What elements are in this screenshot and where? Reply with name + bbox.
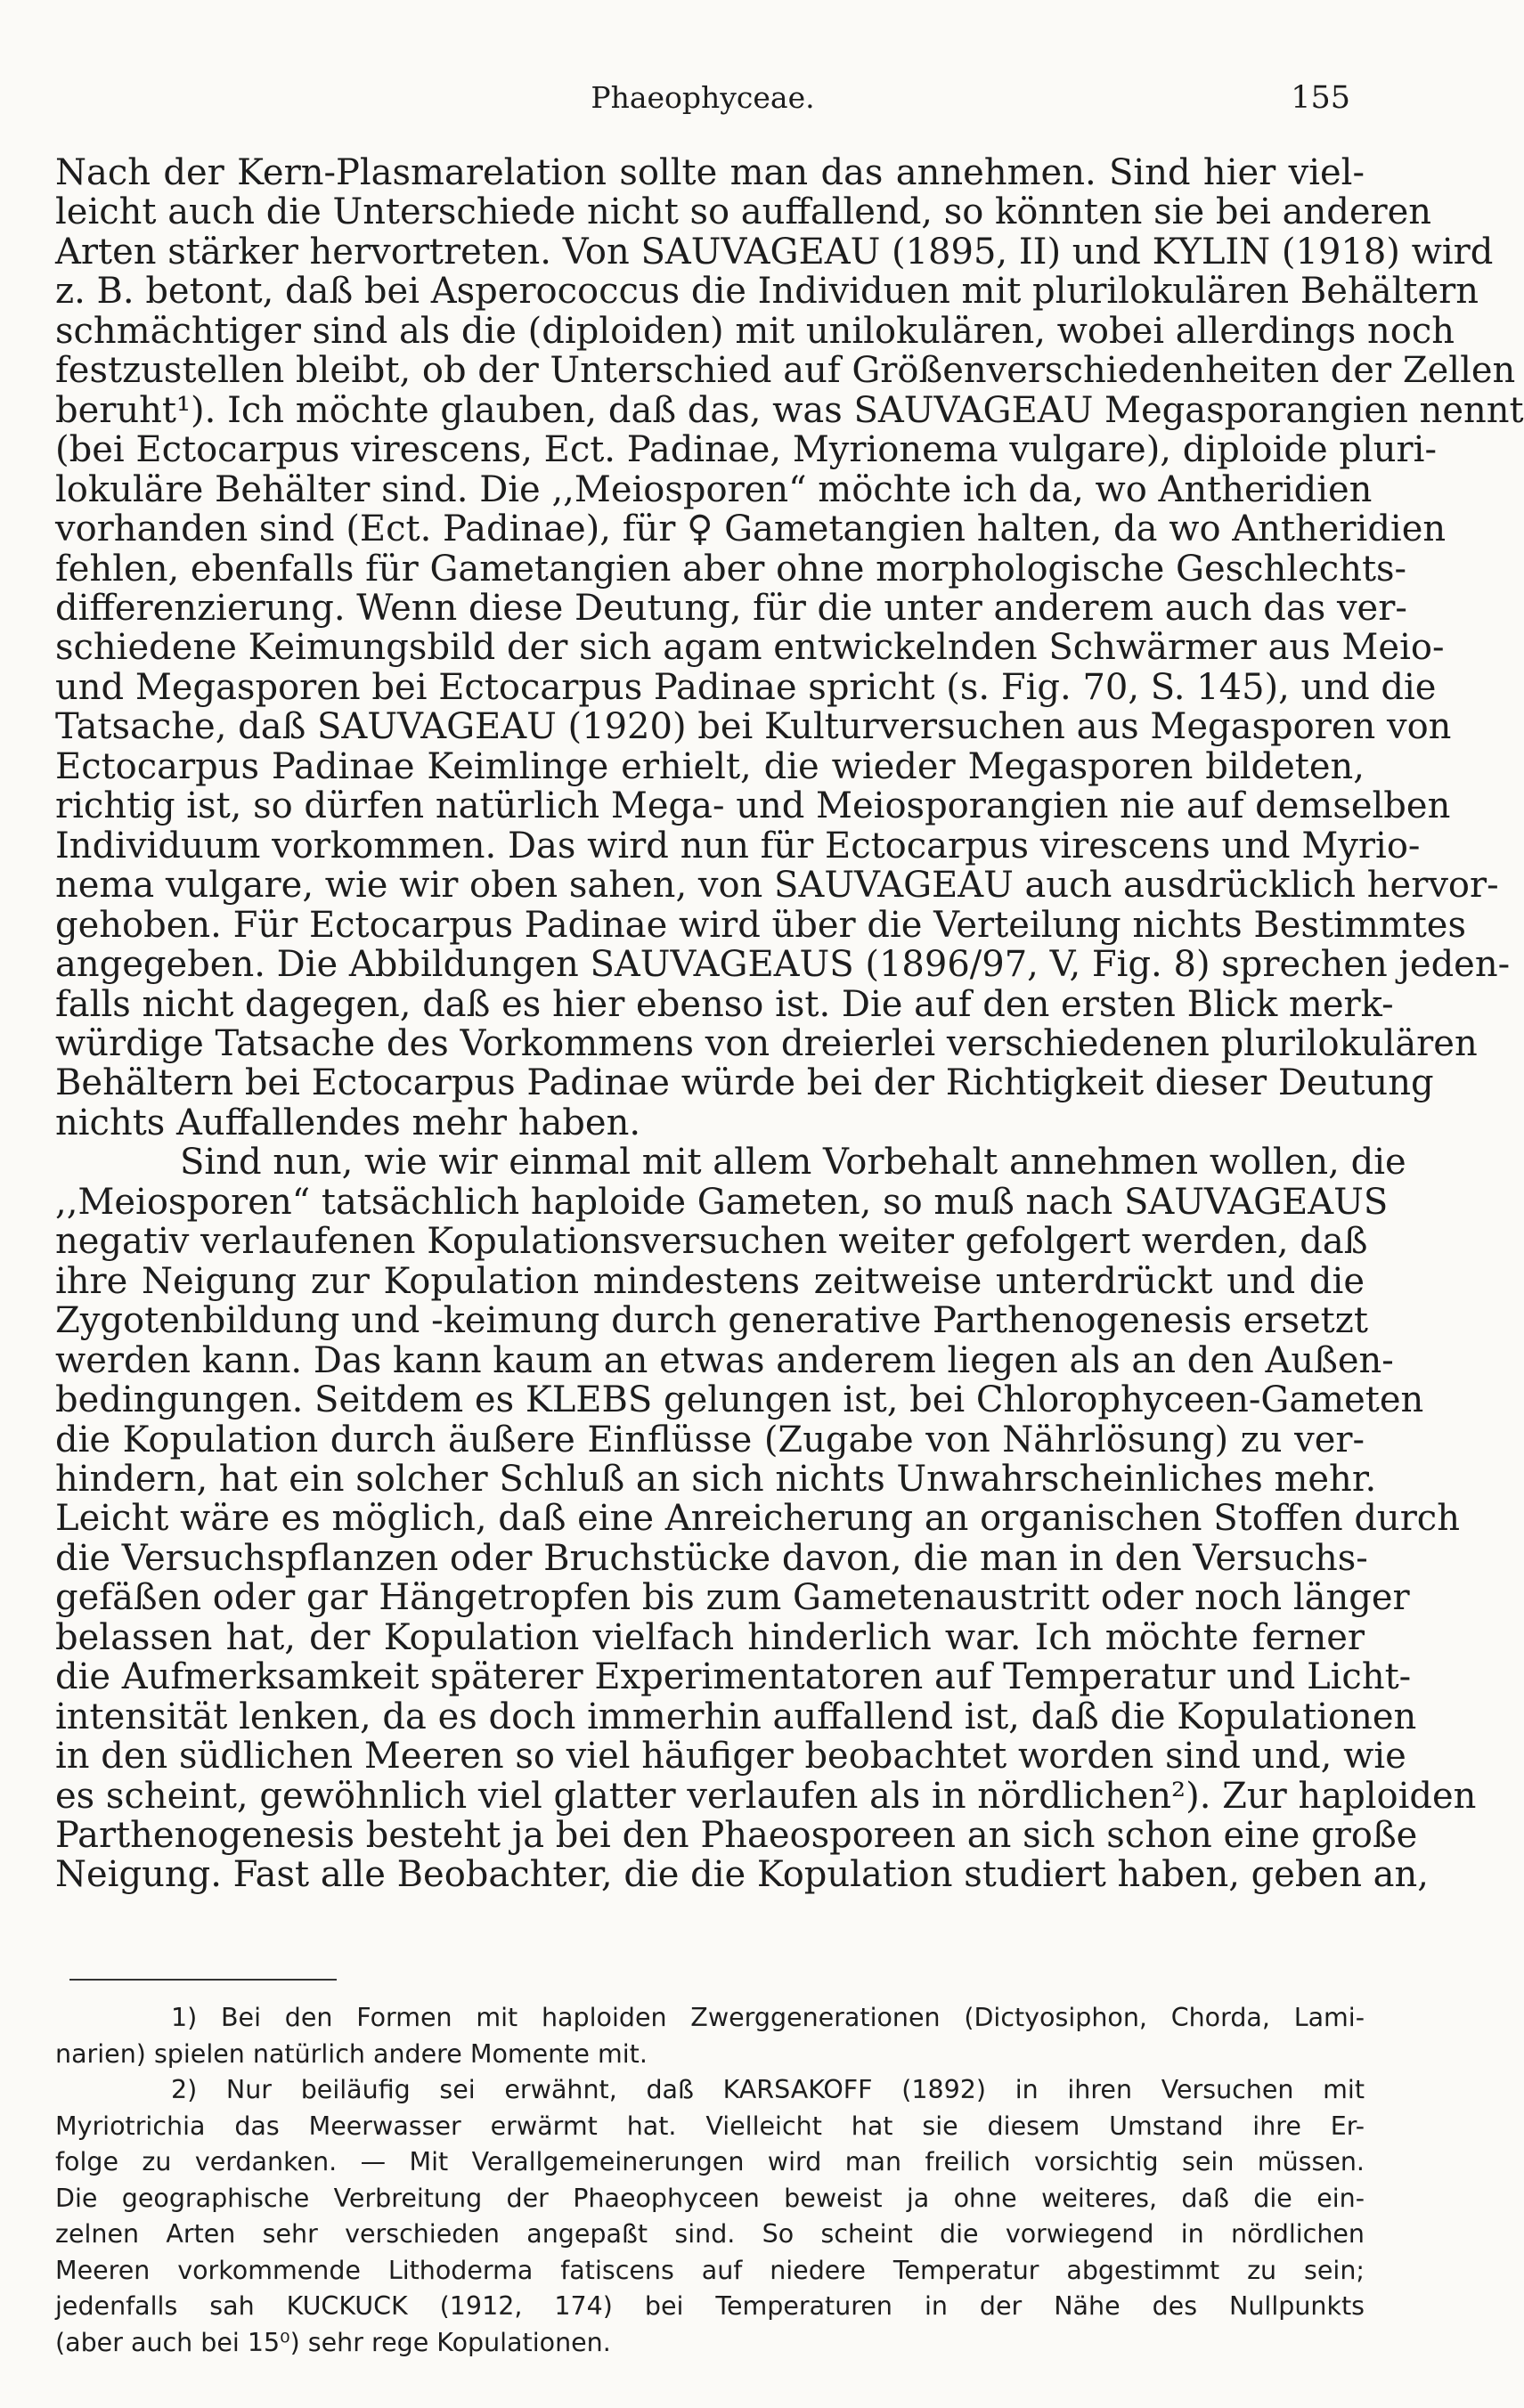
main-text — [55, 152, 1524, 1896]
text-line: die Aufmerksamkeit späterer Experimentatoren auf Temperatur und Licht- — [55, 1656, 1412, 1698]
text-line: (bei Ectocarpus virescens, Ect. Padinae, Myrionema vulgare), diploide pluri- — [55, 429, 1437, 471]
footnotes — [55, 2000, 1365, 2361]
text-line: in den südlichen Meeren so viel häufiger beobachtet worden sind und, wie — [55, 1736, 1406, 1778]
text-line: nichts Auffallendes mehr haben. — [55, 1102, 641, 1143]
text-line: die Versuchspflanzen oder Bruchstücke davon, die man in den Versuchs- — [55, 1537, 1368, 1579]
text-line: festzustellen bleibt, ob der Unterschied auf Größenverschiedenheiten der Zellen — [55, 350, 1516, 392]
text-line: Leicht wäre es möglich, daß eine Anreicherung an organischen Stoffen durch — [55, 1498, 1460, 1540]
footnote-line: 1) Bei den Formen mit haploiden Zwerggenerationen (Dictyosiphon, Chorda, Lami- — [171, 2003, 1365, 2032]
text-line: gehoben. Für Ectocarpus Padinae wird über die Verteilung nichts Bestimmtes — [55, 904, 1466, 946]
text-line: ,,Meiosporen“ tatsächlich haploide Gameten, so muß nach SAUVAGEAUS — [55, 1181, 1389, 1223]
text-line: es scheint, gewöhnlich viel glatter verlaufen als in nördlichen²). Zur haploiden — [55, 1775, 1477, 1817]
text-line: Arten stärker hervortreten. Von SAUVAGEAU (1895, II) und KYLIN (1918) wird — [55, 231, 1494, 273]
text-line: falls nicht dagegen, daß es hier ebenso ist. Die auf den ersten Blick merk- — [55, 983, 1394, 1025]
text-line: richtig ist, so dürfen natürlich Mega- und Meiosporangien nie auf demselben — [55, 785, 1451, 827]
text-line: belassen hat, der Kopulation vielfach hinderlich war. Ich möchte ferner — [55, 1616, 1365, 1658]
text-line: schmächtiger sind als die (diploiden) mit unilokulären, wobei allerdings noch — [55, 310, 1455, 352]
text-line: Tatsache, daß SAUVAGEAU (1920) bei Kulturversuchen aus Megasporen von — [55, 706, 1452, 748]
footnote-line: Myriotrichia das Meerwasser erwärmt hat. Vielleicht hat sie diesem Umstand ihre Er- — [55, 2111, 1365, 2141]
text-line: lokuläre Behälter sind. Die ,,Meiosporen“ möchte ich da, wo Antheridien — [55, 468, 1373, 510]
text-line: gefäßen oder gar Hängetropfen bis zum Gametenaustritt oder noch länger — [55, 1577, 1410, 1619]
text-line: würdige Tatsache des Vorkommens von dreierlei verschiedenen plurilokulären — [55, 1022, 1478, 1064]
text-line: Nach der Kern-Plasmarelation sollte man das annehmen. Sind hier viel- — [55, 152, 1365, 193]
footnote-line: zelnen Arten sehr verschieden angepaßt sind. So scheint die vorwiegend in nördlichen — [55, 2219, 1365, 2249]
footnote-line: Die geographische Verbreitung der Phaeophyceen beweist ja ohne weiteres, daß die ein- — [55, 2183, 1365, 2213]
text-line: Individuum vorkommen. Das wird nun für Ectocarpus virescens und Myrio- — [55, 825, 1421, 866]
footnote-line: jedenfalls sah KUCKUCK (1912, 174) bei Temperaturen in der Nähe des Nullpunkts — [55, 2291, 1365, 2321]
text-line: Sind nun, wie wir einmal mit allem Vorbehalt annehmen wollen, die — [180, 1142, 1406, 1184]
footnote-line: (aber auch bei 15⁰) sehr rege Kopulationen. — [55, 2327, 611, 2357]
text-line: Ectocarpus Padinae Keimlinge erhielt, die wieder Megasporen bildeten, — [55, 745, 1365, 787]
text-line: hindern, hat ein solcher Schluß an sich nichts Unwahrscheinliches mehr. — [55, 1458, 1377, 1500]
text-line: Neigung. Fast alle Beobachter, die die Kopulation studiert haben, geben an, — [55, 1854, 1429, 1896]
text-line: beruht¹). Ich möchte glauben, daß das, was SAUVAGEAU Megasporangien nennt — [55, 389, 1524, 431]
text-line: nema vulgare, wie wir oben sahen, von SAUVAGEAU auch ausdrücklich hervor- — [55, 865, 1499, 907]
text-line: differenzierung. Wenn diese Deutung, für die unter anderem auch das ver- — [55, 587, 1407, 629]
text-line: bedingungen. Seitdem es KLEBS gelungen ist, bei Chlorophyceen-Gameten — [55, 1379, 1424, 1421]
text-line: fehlen, ebenfalls für Gametangien aber ohne morphologische Geschlechts- — [55, 548, 1407, 590]
text-line: vorhanden sind (Ect. Padinae), für ♀ Gametangien halten, da wo Antheridien — [55, 508, 1447, 550]
text-line: werden kann. Das kann kaum an etwas anderem liegen als an den Außen- — [55, 1339, 1394, 1381]
footnote-line: Meeren vorkommende Lithoderma fatiscens auf niedere Temperatur abgestimmt zu sein; — [55, 2255, 1365, 2285]
text-line: und Megasporen bei Ectocarpus Padinae spricht (s. Fig. 70, S. 145), und die — [55, 666, 1437, 708]
text-line: die Kopulation durch äußere Einflüsse (Zugabe von Nährlösung) zu ver- — [55, 1419, 1365, 1460]
text-line: leicht auch die Unterschiede nicht so auffallend, so könnten sie bei anderen — [55, 191, 1432, 233]
running-title: Phaeophyceae. — [591, 80, 815, 115]
running-head — [55, 78, 1350, 118]
text-line: Parthenogenesis besteht ja bei den Phaeosporeen an sich schon eine große — [55, 1815, 1418, 1857]
text-line: negativ verlaufenen Kopulationsversuchen weiter gefolgert werden, daß — [55, 1221, 1368, 1263]
text-line: z. B. betont, daß bei Asperococcus die Individuen mit plurilokulären Behältern — [55, 271, 1479, 313]
text-line: Behältern bei Ectocarpus Padinae würde bei der Richtigkeit dieser Deutung — [55, 1062, 1434, 1104]
footnote-line: narien) spielen natürlich andere Momente mit. — [55, 2038, 648, 2069]
text-line: schiedene Keimungsbild der sich agam entwickelnden Schwärmer aus Meio- — [55, 627, 1445, 669]
footnote-line: folge zu verdanken. — Mit Verallgemeinerungen wird man freilich vorsichtig sein müssen. — [55, 2147, 1365, 2176]
page-number: 155 — [1291, 80, 1350, 116]
text-line: Zygotenbildung und -keimung durch generative Parthenogenesis ersetzt — [55, 1300, 1368, 1342]
footnote-line: 2) Nur beiläufig sei erwähnt, daß KARSAKOFF (1892) in ihren Versuchen mit — [171, 2075, 1365, 2104]
text-line: angegeben. Die Abbildungen SAUVAGEAUS (1896/97, V, Fig. 8) sprechen jeden- — [55, 944, 1511, 986]
text-line: intensität lenken, da es doch immerhin auffallend ist, daß die Kopulationen — [55, 1696, 1417, 1737]
text-line: ihre Neigung zur Kopulation mindestens zeitweise unterdrückt und die — [55, 1260, 1365, 1302]
footnote-divider — [69, 1979, 337, 1981]
